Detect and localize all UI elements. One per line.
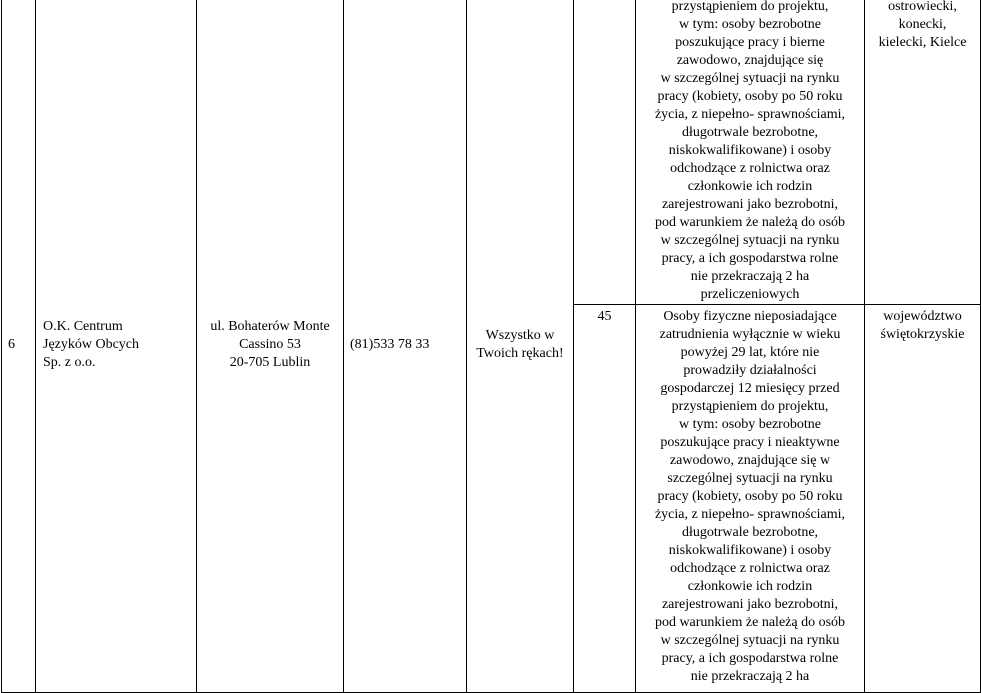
row-number-cell [2, 0, 36, 693]
company-phone: (81)533 78 33 [350, 337, 430, 352]
row-number: 6 [8, 337, 15, 352]
participants-count: 45 [597, 309, 612, 324]
slogan-cell [467, 0, 574, 693]
area: województwo świętokrzyskie [880, 309, 965, 342]
target-group-previous-cell [636, 0, 865, 305]
target-group: Osoby fizyczne nieposiadające zatrudnienia wyłącznie w wieku powyżej 29 lat, które nie prowadziły działalności gospodarczej 12 miesięcy przed przystąpieniem do projektu, w tym: osoby bezrobotne poszukujące pracy i nieaktywne zawodowo, znajdujące się w szczególnej sytuacji na rynku pracy (kobiety, osoby po 50 roku życia, z niepełno- sprawnościami, długotrwale bezrobotne, niskokwalifikowane) i osoby odchodzące z rolnictwa oraz członkowie ich rodzin zarejestrowani jako bezrobotni, pod warunkiem że należą do osób w szczególnej sytuacji na rynku pracy, a ich gospodarstwa rolne nie przekraczają 2 ha [654, 309, 846, 684]
participants-cell [574, 305, 636, 693]
address-cell [197, 0, 344, 693]
target-group-previous: przystąpieniem do projektu, w tym: osoby bezrobotne poszukujące pracy i bierne zawodowo, znajdujące się w szczególnej sytuacji na rynku pracy (kobiety, osoby po 50 roku życia, z niepełno- sprawnościami, długotrwale bezrobotne, niskokwalifikowane) i osoby odchodzące z rolnictwa oraz członkowie ich rodzin zarejestrowani jako bezrobotni, pod warunkiem że należą do osób w szczególnej sytuacji na rynku pracy, a ich gospodarstwa rolne nie przekraczają 2 ha przeliczeniowych [654, 0, 846, 302]
company-slogan: Wszystko w Twoich rękach! [476, 328, 564, 361]
phone-cell [344, 0, 467, 693]
training-providers-table [1, 0, 981, 693]
participants-previous-cell [574, 0, 636, 305]
company-name: O.K. Centrum Języków Obcych Sp. z o.o. [43, 319, 140, 370]
target-group-cell [636, 305, 865, 693]
area-cell [865, 305, 981, 693]
area-previous-cell [865, 0, 981, 305]
area-previous: ostrowiecki, konecki, kielecki, Kielce [878, 0, 967, 50]
table-row [2, 0, 981, 305]
company-address: ul. Bohaterów Monte Cassino 53 20-705 Lublin [210, 319, 330, 370]
company-name-cell [36, 0, 197, 693]
